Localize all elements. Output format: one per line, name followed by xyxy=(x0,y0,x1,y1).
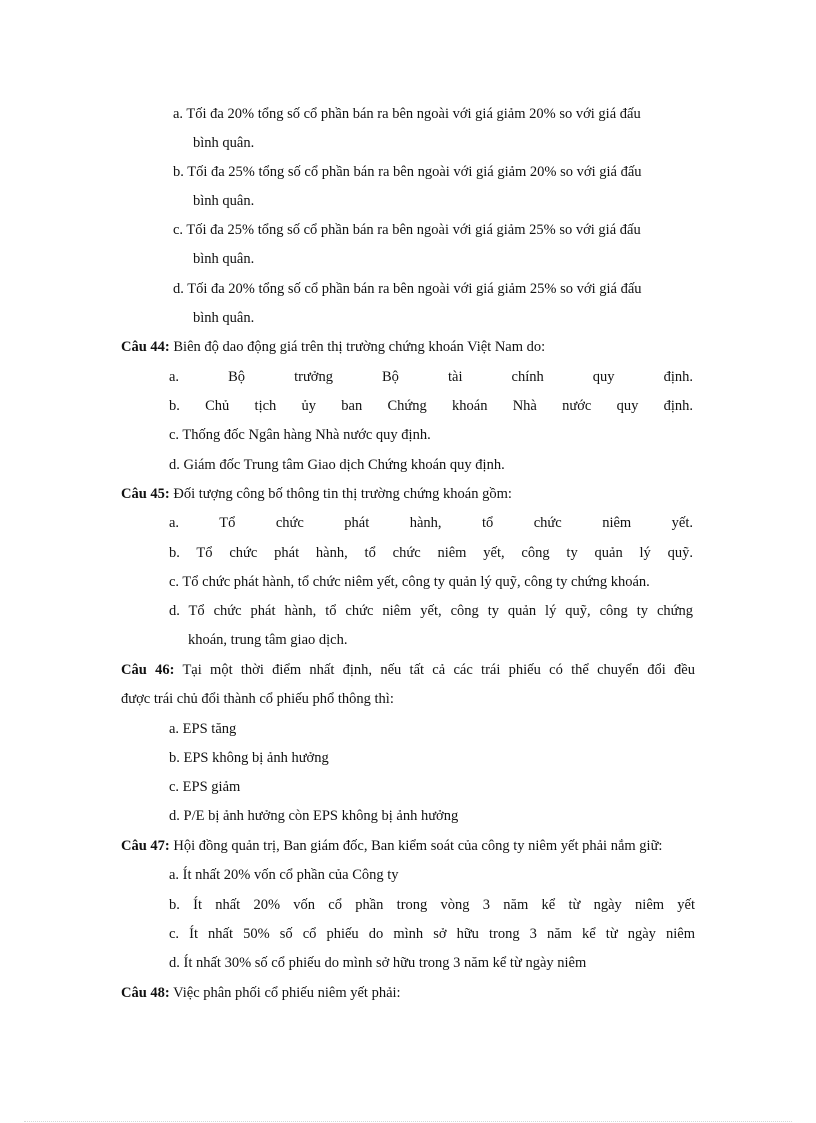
q46-option-a: a. EPS tăng xyxy=(169,721,237,737)
q47-label: Câu 47: xyxy=(121,838,170,854)
q46-option-d: d. P/E bị ảnh hưởng còn EPS không bị ảnh hưởng xyxy=(169,808,459,824)
q47-question: Hội đồng quản trị, Ban giám đốc, Ban kiểm soát của công ty niêm yết phải nắm giữ: xyxy=(173,838,663,854)
q43-option-b-line1: b. Tối đa 25% tổng số cổ phần bán ra bên ngoài với giá giảm 20% so với giá đấu xyxy=(173,164,642,180)
q45-option-a: a. Tổ chức phát hành, tổ chức niêm yết. xyxy=(169,515,693,531)
q46-heading xyxy=(121,660,695,680)
q45-heading xyxy=(121,484,512,504)
q44-option-c: c. Thống đốc Ngân hàng Nhà nước quy định. xyxy=(169,427,431,443)
q47-option-a: a. Ít nhất 20% vốn cổ phần của Công ty xyxy=(169,867,399,883)
q46-option-b: b. EPS không bị ảnh hưởng xyxy=(169,750,329,766)
q43-option-d-line1: d. Tối đa 20% tổng số cổ phần bán ra bên ngoài với giá giảm 25% so với giá đấu xyxy=(173,281,642,297)
q46-label: Câu 46: xyxy=(121,662,175,678)
q47-heading xyxy=(121,836,695,856)
q48-heading xyxy=(121,983,401,1003)
q44-label: Câu 44: xyxy=(121,339,170,355)
q47-option-d: d. Ít nhất 30% số cổ phiếu do mình sở hữu trong 3 năm kể từ ngày niêm xyxy=(169,955,587,971)
q46-question-line1: Tại một thời điểm nhất định, nếu tất cả các trái phiếu có thể chuyển đổi đều xyxy=(182,662,695,678)
q44-option-d: d. Giám đốc Trung tâm Giao dịch Chứng khoán quy định. xyxy=(169,457,505,473)
q43-option-c-line1: c. Tối đa 25% tổng số cổ phần bán ra bên ngoài với giá giảm 25% so với giá đấu xyxy=(173,222,641,238)
q46-option-c: c. EPS giảm xyxy=(169,779,241,795)
q43-option-a-line1: a. Tối đa 20% tổng số cổ phần bán ra bên ngoài với giá giảm 20% so với giá đấu xyxy=(173,106,641,122)
q44-option-a: a. Bộ trưởng Bộ tài chính quy định. xyxy=(169,369,693,385)
q47-option-b: b. Ít nhất 20% vốn cổ phần trong vòng 3 năm kể từ ngày niêm yết xyxy=(169,897,695,913)
q44-option-b: b. Chủ tịch ủy ban Chứng khoán Nhà nước quy định. xyxy=(169,398,693,414)
q45-option-c: c. Tổ chức phát hành, tổ chức niêm yết, công ty quản lý quỹ, công ty chứng khoán. xyxy=(169,574,650,590)
q45-label: Câu 45: xyxy=(121,486,170,502)
q43-option-d-line2: bình quân. xyxy=(193,310,255,326)
q44-heading xyxy=(121,337,545,357)
q43-option-c-line2: bình quân. xyxy=(193,251,255,267)
q43-option-b-line2: bình quân. xyxy=(193,193,255,209)
q45-option-d-line2: khoán, trung tâm giao dịch. xyxy=(188,632,348,648)
q46-question-line2: được trái chủ đổi thành cổ phiếu phổ thông thì: xyxy=(121,691,394,707)
q47-option-c: c. Ít nhất 50% số cổ phiếu do mình sở hữu trong 3 năm kể từ ngày niêm xyxy=(169,926,695,942)
page-bottom-divider xyxy=(24,1121,792,1122)
q48-label: Câu 48: xyxy=(121,985,170,1001)
q44-question: Biên độ dao động giá trên thị trường chứng khoán Việt Nam do: xyxy=(173,339,546,355)
q48-question: Việc phân phối cổ phiếu niêm yết phải: xyxy=(173,985,401,1001)
q43-option-a-line2: bình quân. xyxy=(193,135,255,151)
q45-question: Đối tượng công bố thông tin thị trường chứng khoán gồm: xyxy=(173,486,512,502)
q45-option-b: b. Tổ chức phát hành, tổ chức niêm yết, công ty quản lý quỹ. xyxy=(169,545,693,561)
q45-option-d-line1: d. Tổ chức phát hành, tổ chức niêm yết, công ty quản lý quỹ, công ty chứng xyxy=(169,603,693,619)
